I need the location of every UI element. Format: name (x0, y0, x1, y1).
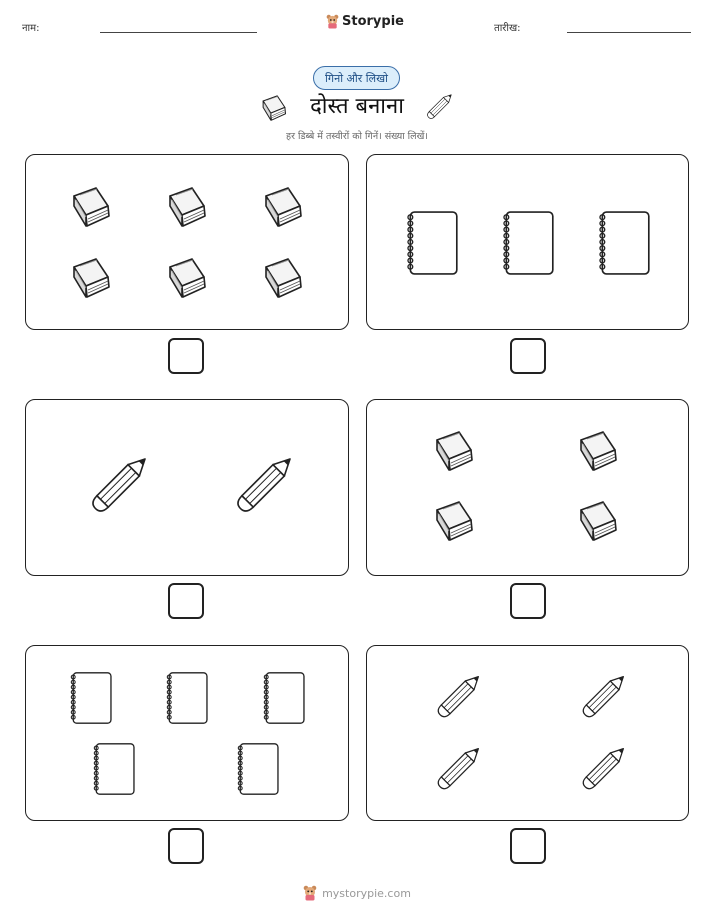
notebook-icon (504, 212, 553, 274)
book-icon (437, 432, 472, 470)
book-group (367, 400, 688, 575)
name-field[interactable] (100, 32, 257, 33)
book-icon (581, 502, 616, 540)
notebook-group (367, 155, 688, 329)
brand-logo (326, 14, 404, 29)
counting-box-1 (25, 154, 349, 330)
book-icon (74, 259, 109, 297)
notebook-icon (167, 673, 207, 723)
book-icon (266, 259, 301, 297)
notebook-group (26, 646, 348, 820)
book-icon (258, 92, 290, 124)
answer-box-6[interactable] (510, 828, 546, 864)
pencil-icon (90, 453, 151, 514)
pencil-icon (424, 92, 452, 124)
pencil-icon (581, 744, 628, 791)
pencil-icon (235, 453, 296, 514)
answer-box-5[interactable] (168, 828, 204, 864)
notebook-icon (94, 744, 134, 794)
notebook-icon (408, 212, 457, 274)
pencil-icon (581, 672, 628, 719)
book-icon (170, 188, 205, 226)
notebook-icon (264, 673, 304, 723)
date-label: तारीख: (494, 23, 521, 34)
answer-box-2[interactable] (510, 338, 546, 374)
book-icon (437, 502, 472, 540)
name-label: नाम: (22, 23, 40, 34)
counting-box-6 (366, 645, 689, 821)
answer-box-1[interactable] (168, 338, 204, 374)
counting-box-4 (366, 399, 689, 576)
pencil-group (367, 646, 688, 820)
page-title: दोस्त बनाना (310, 94, 404, 119)
book-icon (170, 259, 205, 297)
answer-box-3[interactable] (168, 583, 204, 619)
counting-box-3 (25, 399, 349, 576)
date-field[interactable] (567, 32, 691, 33)
book-group (26, 155, 348, 329)
pencil-group (26, 400, 348, 575)
instructions: हर डिब्बे में तस्वीरों को गिनें। संख्या लिखें। (286, 131, 428, 142)
book-icon (266, 188, 301, 226)
footer-url[interactable]: mystorypie.com (322, 886, 411, 900)
storypie-bear-icon (326, 14, 339, 29)
storypie-bear-icon (303, 885, 317, 901)
notebook-icon (600, 212, 649, 274)
activity-badge: गिनो और लिखो (313, 66, 400, 90)
notebook-icon (238, 744, 278, 794)
pencil-icon (436, 672, 483, 719)
notebook-icon (71, 673, 111, 723)
brand-name: Storypie (342, 14, 404, 29)
book-icon (74, 188, 109, 226)
footer (0, 885, 714, 901)
book-icon (581, 432, 616, 470)
answer-box-4[interactable] (510, 583, 546, 619)
pencil-icon (436, 744, 483, 791)
counting-box-2 (366, 154, 689, 330)
counting-box-5 (25, 645, 349, 821)
